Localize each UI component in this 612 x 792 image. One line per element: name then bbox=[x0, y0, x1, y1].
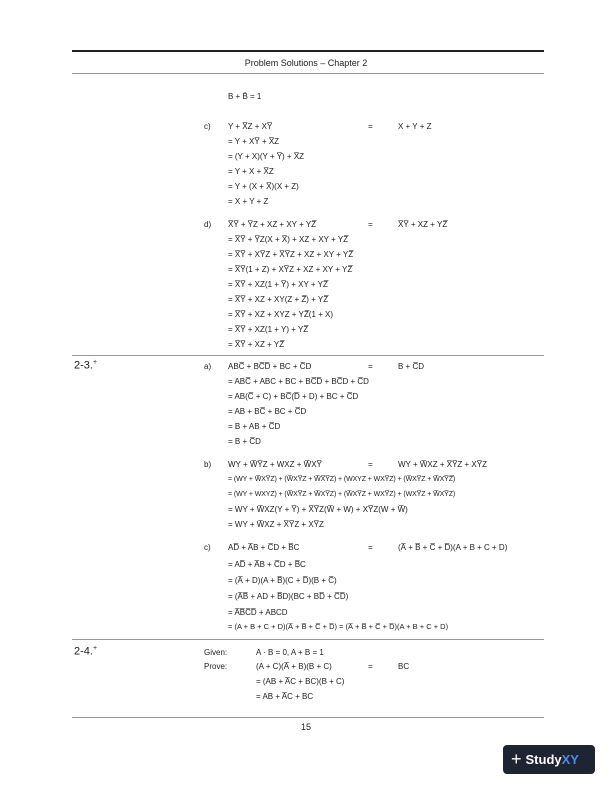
section-rule bbox=[72, 355, 544, 356]
prove-label: Prove: bbox=[204, 662, 228, 671]
part-label: d) bbox=[204, 220, 212, 229]
equation-line: = X̅Y̅(1 + Z) + XY̅Z + XZ + XY + YZ̅ bbox=[228, 265, 353, 274]
preamble-line: B + B̄ = 1 bbox=[228, 92, 262, 101]
part-label: c) bbox=[204, 543, 211, 552]
equals-sign: = bbox=[368, 543, 373, 552]
equation-line: = (A̅ + D)(A + B̅)(C + D̅)(B + C̅) bbox=[228, 576, 337, 585]
equation-line: = ABC̅ + ABC + BC + BC̅D̅ + BC̅D + C̅D bbox=[228, 377, 369, 386]
equation-line: = Y + X + X̅Z bbox=[228, 167, 274, 176]
given-label: Given: bbox=[204, 648, 228, 657]
equation-line: = X + Y + Z bbox=[228, 197, 269, 206]
equation-line: = AD̅ + A̅B + C̅D + B̅C bbox=[228, 560, 306, 569]
equation-line: = X̅Y̅ + XY̅Z + X̅Y̅Z + XZ + XY + YZ̅ bbox=[228, 250, 354, 259]
header-rule bbox=[72, 73, 544, 74]
equation-line: = B + C̅D bbox=[228, 437, 261, 446]
result-expression: (A̅ + B̅ + C̅ + D̅)(A + B + C + D) bbox=[398, 543, 508, 552]
watermark-text: Study bbox=[525, 752, 562, 767]
part-label: b) bbox=[204, 460, 212, 469]
equals-sign: = bbox=[368, 220, 373, 229]
equation-line: X̅Y̅ + Y̅Z + XZ + XY + YZ̅ bbox=[228, 220, 317, 229]
part-label: c) bbox=[204, 122, 211, 131]
equation-line: (A + C)(A̅ + B)(B + C) bbox=[256, 662, 332, 671]
equation-line: AD̅ + A̅B + C̅D + B̅C bbox=[228, 543, 300, 552]
result-expression: WY + W̅XZ + X̅Y̅Z + XY̅Z bbox=[398, 460, 487, 469]
result-expression: BC bbox=[398, 662, 410, 671]
equation-line: = (A + B + C + D)(A̅ + B̅ + C̅ + D̅) = (A̅ + B̅ + C̅ + D̅)(A + B + C + D) bbox=[228, 622, 449, 631]
result-expression: B + C̅D bbox=[398, 362, 425, 371]
equation-line: = (WY + WXYZ) + (W̅XY̅Z + W̅XY̅Z) + (W̅XY̅Z + WXY̅Z) + (WXY̅Z + W̅XY̅Z) bbox=[228, 491, 456, 498]
equation-line: = X̅Y̅ + XZ(1 + Y̅) + XY + YZ̅ bbox=[228, 280, 328, 289]
equation-line: A · B = 0, A + B = 1 bbox=[256, 648, 324, 657]
section-rule bbox=[72, 639, 544, 640]
equation-line: ABC̅ + BC̅D̅ + BC + C̅D bbox=[228, 362, 312, 371]
studyxy-watermark[interactable] bbox=[503, 745, 595, 774]
equation-line: = WY + W̅XZ + X̅Y̅Z + XY̅Z bbox=[228, 520, 324, 529]
watermark-text-accent: XY bbox=[561, 752, 579, 767]
page-header: Problem Solutions – Chapter 2 bbox=[244, 58, 368, 68]
equals-sign: = bbox=[368, 460, 373, 469]
equation-line: = X̅Y̅ + XZ + XYZ + YZ̅(1 + X) bbox=[228, 310, 334, 319]
equation-line: = Y + (X + X̅)(X + Z) bbox=[228, 182, 299, 191]
top-rule bbox=[72, 50, 544, 52]
equation-line: = WY + W̅XZ(Y + Y̅) + X̅Y̅Z(W̅ + W) + XY̅Z(W + W̅) bbox=[228, 505, 408, 514]
footer-rule bbox=[72, 717, 544, 718]
result-expression: X + Y + Z bbox=[398, 122, 432, 131]
equation-line: = AB + A̅C + BC bbox=[256, 692, 314, 701]
equation-line: WY + W̅Y̅Z + WXZ + W̅XY̅ bbox=[228, 460, 322, 469]
equation-line: = X̅Y̅ + XZ(1 + Y) + YZ̅ bbox=[228, 325, 309, 334]
equation-line: = B + AB + C̅D bbox=[228, 422, 281, 431]
result-expression: X̅Y̅ + XZ + YZ̅ bbox=[398, 220, 448, 229]
equation-line: = Y + XY̅ + X̅Z bbox=[228, 137, 280, 146]
equation-line: Y + X̅Z + XY̅ bbox=[228, 122, 273, 131]
part-label: a) bbox=[204, 362, 212, 371]
equation-line: = A̅B̅C̅D̅ + ABCD bbox=[228, 608, 288, 617]
equation-line: = AB + BC̅ + BC + C̅D bbox=[228, 407, 307, 416]
equation-line: = AB(C̅ + C) + BC̅(D̅ + D) + BC + C̅D bbox=[228, 392, 359, 401]
equation-line: = X̅Y̅ + Y̅Z(X + X̅) + XZ + XY + YZ̅ bbox=[228, 235, 349, 244]
equals-sign: = bbox=[368, 122, 373, 131]
problem-number: 2-4.+ bbox=[74, 645, 98, 658]
equation-line: = (Y + X)(Y + Y̅) + X̅Z bbox=[228, 152, 305, 161]
equals-sign: = bbox=[368, 662, 373, 671]
page-number: 15 bbox=[300, 722, 311, 732]
plus-icon: + bbox=[511, 749, 522, 769]
equation-line: = X̅Y̅ + XZ + XY(Z + Z̅) + YZ̅ bbox=[228, 295, 329, 304]
problem-number: 2-3.+ bbox=[74, 359, 98, 372]
equation-line: = (WY + W̅XY̅Z) + (W̅XY̅Z + W̅X̅Y̅Z) + (WXYZ + WXY̅Z) + (W̅XY̅Z + W̅XY̅Z̅) bbox=[228, 476, 456, 483]
equation-line: = (AB + A̅C + BC)(B + C) bbox=[256, 677, 345, 686]
equation-line: = X̅Y̅ + XZ + YZ̅ bbox=[228, 340, 285, 349]
equals-sign: = bbox=[368, 362, 373, 371]
equation-line: = (A̅B̅ + AD + B̅D)(BC + BD̅ + C̅D̅) bbox=[228, 592, 349, 601]
